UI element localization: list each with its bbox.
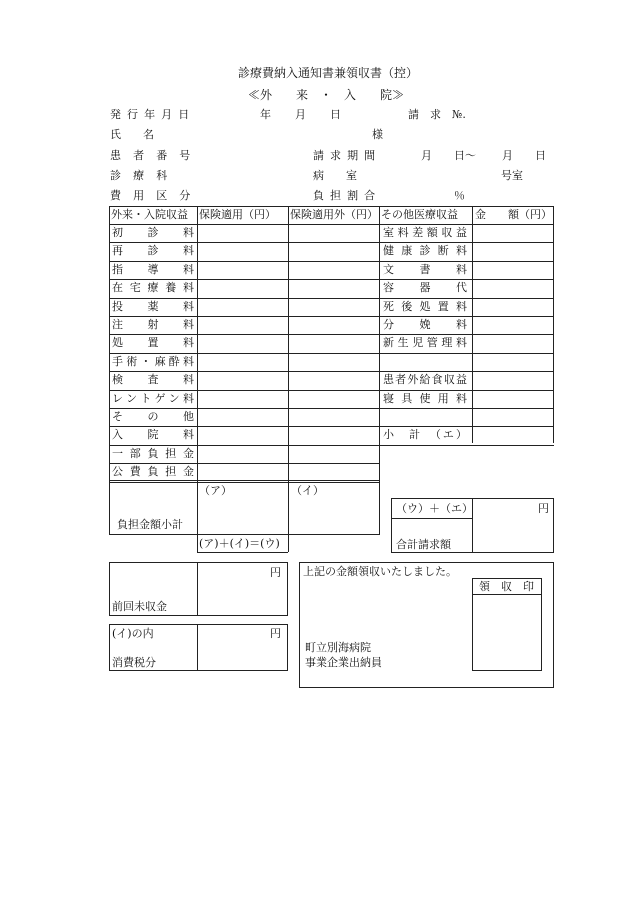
right-row-label: 死後処置料 <box>383 300 467 313</box>
percent-sign: ％ <box>454 189 465 202</box>
issue-day: 日 <box>330 108 341 121</box>
header-outpatient-revenue: 外来・入院収益 <box>111 208 188 221</box>
sama-suffix: 様 <box>372 128 383 141</box>
formula-a-plus-i: (ア)＋(イ)＝(ウ) <box>199 537 280 550</box>
burden-ratio-label: 負担割合 <box>313 189 382 202</box>
left-row-label: 再診料 <box>112 244 194 257</box>
room-suffix: 号室 <box>501 169 523 182</box>
tax-label: 消費税分 <box>112 656 156 669</box>
issue-month: 月 <box>295 108 306 121</box>
right-row-label: 小 計 （エ） <box>383 428 467 441</box>
left-row-label: レントゲン料 <box>112 392 194 405</box>
left-row-label: 注射料 <box>112 318 194 331</box>
receipt-text: 上記の金額領収いたしました。 <box>303 565 457 578</box>
right-row-label: 室料差額収益 <box>383 226 467 239</box>
left-row-label: 処置料 <box>112 336 194 349</box>
right-row-label: 寝具使用料 <box>383 392 467 405</box>
burden-subtotal-label: 負担金額小計 <box>117 518 183 531</box>
prev-unpaid-label: 前回未収金 <box>112 600 167 613</box>
cost-class-label: 費用区分 <box>110 189 203 202</box>
right-row-label: 新生児管理料 <box>383 336 467 349</box>
name-label: 氏 名 <box>110 128 154 141</box>
right-row-label: 患者外給食収益 <box>383 373 467 386</box>
mark-i: （イ） <box>291 484 324 497</box>
page-title: 診療費納入通知書兼領収書（控） <box>238 66 419 80</box>
header-other-revenue: その他医療収益 <box>381 208 458 221</box>
request-no-label: 請 求 №. <box>408 108 466 121</box>
officer-title: 事業企業出納員 <box>305 656 382 669</box>
total-yen: 円 <box>538 502 549 515</box>
header-uninsured: 保険適用外（円） <box>290 208 378 221</box>
formula-u-plus-e: （ウ）＋（エ） <box>396 502 473 515</box>
left-row-label: 公費負担金 <box>112 465 194 478</box>
left-row-label: 一部負担金 <box>112 447 194 460</box>
issue-year: 年 <box>260 108 271 121</box>
patient-no-label: 患者番号 <box>110 149 203 162</box>
right-row-label: 健康診断料 <box>383 244 467 257</box>
prev-unpaid-yen: 円 <box>270 566 281 579</box>
header-insured: 保険適用（円） <box>199 208 276 221</box>
right-row-label: 分娩料 <box>383 318 467 331</box>
page-subtitle: ≪外 来 ・ 入 院≫ <box>248 88 405 102</box>
left-row-label: 在宅療養料 <box>112 281 194 294</box>
left-row-label: 指導料 <box>112 263 194 276</box>
issue-date-label: 発行年月日 <box>110 108 196 121</box>
header-amount: 金 額（円） <box>475 208 552 221</box>
left-row-label: 手術・麻酔料 <box>112 355 194 368</box>
left-row-label: その他 <box>112 410 194 423</box>
left-row-label: 入院料 <box>112 428 194 441</box>
tax-of-label: (イ)の内 <box>112 627 154 640</box>
total-label: 合計請求額 <box>396 538 451 551</box>
period-from: 月 日〜 <box>421 149 476 162</box>
period-label: 請求期間 <box>313 149 382 162</box>
seal-label: 領 収 印 <box>479 580 534 593</box>
left-row-label: 検査料 <box>112 373 194 386</box>
tax-yen: 円 <box>270 627 281 640</box>
period-to: 月 日 <box>502 149 546 162</box>
mark-a: （ア） <box>199 484 232 497</box>
ward-label: 病 室 <box>313 169 357 182</box>
left-row-label: 投薬料 <box>112 300 194 313</box>
right-row-label: 容器代 <box>383 281 467 294</box>
left-row-label: 初診料 <box>112 226 194 239</box>
right-row-label: 文書料 <box>383 263 467 276</box>
dept-label: 診療科 <box>110 169 180 182</box>
hospital-name: 町立別海病院 <box>305 641 371 654</box>
